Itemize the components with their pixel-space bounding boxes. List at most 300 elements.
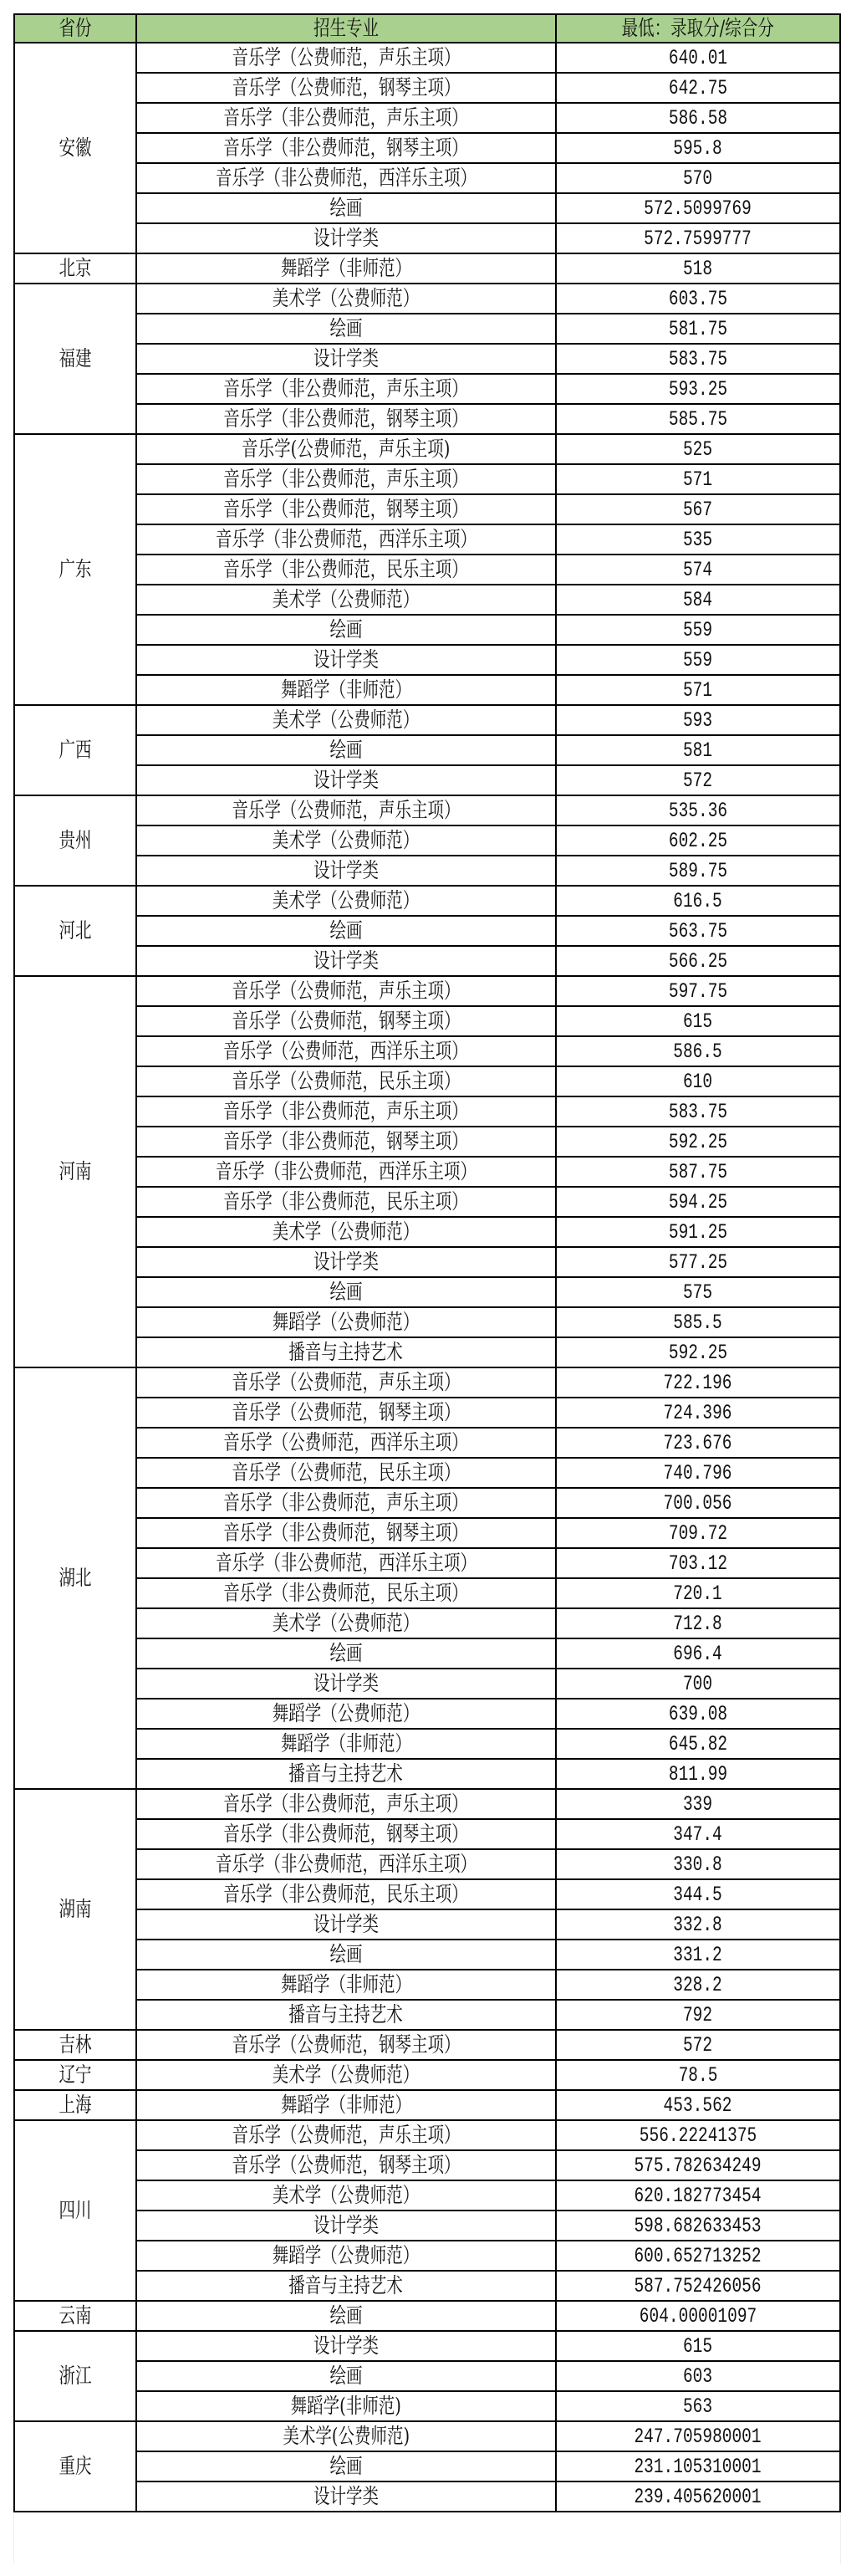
min-score: 581.75 [668,317,728,341]
score-cell [556,1217,840,1247]
major-cell [136,2481,556,2512]
table-row [14,494,840,524]
header-province-label: 省份 [59,16,92,40]
major-name: 设计学类 [313,647,379,672]
major-name: 音乐学（公费师范，声乐主项） [232,2123,461,2147]
table-row [14,705,840,735]
major-cell [136,675,556,705]
min-score: 583.75 [668,1100,728,1124]
score-cell [556,1488,840,1518]
score-cell [556,1096,840,1127]
province-name: 云南 [59,2303,92,2328]
table-row [14,253,840,284]
major-cell [136,1578,556,1608]
score-cell [556,1337,840,1367]
score-cell [556,886,840,916]
score-cell [556,1970,840,2000]
min-score: 610 [683,1070,713,1094]
min-score: 583.75 [668,347,728,371]
major-name: 音乐学（非公费师范，钢琴主项） [223,497,469,521]
major-cell [136,585,556,615]
score-cell [556,2241,840,2271]
major-name: 设计学类 [313,1671,379,1695]
min-score: 344.5 [673,1883,723,1907]
table-row [14,103,840,133]
province-name: 四川 [59,2198,92,2222]
score-cell [556,735,840,765]
score-cell [556,103,840,133]
major-cell [136,1187,556,1217]
major-cell [136,2301,556,2331]
score-cell [556,223,840,253]
major-cell [136,2150,556,2180]
score-cell [556,705,840,735]
score-cell [556,524,840,555]
table-row [14,2451,840,2481]
province-cell [14,886,136,976]
score-cell [556,1006,840,1036]
score-cell [556,1458,840,1488]
major-name: 播音与主持艺术 [288,2273,404,2297]
major-name: 音乐学（非公费师范，民乐主项） [223,557,469,581]
major-name: 音乐学（公费师范，钢琴主项） [232,2032,461,2057]
min-score: 339 [683,1792,713,1817]
major-name: 舞蹈学（公费师范） [273,1310,420,1334]
table-row [14,344,840,374]
min-score: 572 [683,769,713,793]
min-score: 615 [683,1009,713,1034]
min-score: 563 [683,2395,713,2419]
major-cell [136,1428,556,1458]
province-cell [14,1789,136,2030]
major-cell [136,1488,556,1518]
major-cell [136,615,556,645]
min-score: 518 [683,257,713,281]
major-cell [136,1247,556,1277]
major-cell [136,1367,556,1398]
major-cell [136,735,556,765]
min-score: 535 [683,528,713,552]
province-cell [14,284,136,434]
major-name: 绘画 [329,918,363,943]
min-score: 722.196 [664,1371,732,1395]
table-row [14,1247,840,1277]
major-name: 播音与主持艺术 [288,1340,404,1364]
major-cell [136,2211,556,2241]
major-name: 音乐学（公费师范，声乐主项） [232,45,461,69]
table-row [14,1879,840,1909]
table-row [14,1940,840,1970]
score-cell [556,2060,840,2090]
table-row [14,1819,840,1849]
score-cell [556,2120,840,2150]
min-score: 720.1 [673,1582,723,1606]
major-name: 音乐学（公费师范，声乐主项） [232,1370,461,1394]
min-score: 575.782634249 [634,2154,762,2178]
table-row [14,1548,840,1578]
table-row [14,1217,840,1247]
min-score: 453.562 [664,2093,732,2118]
major-name: 音乐学（非公费师范，声乐主项） [223,376,469,401]
min-score: 577.25 [668,1250,728,1275]
table-row [14,2421,840,2451]
province-cell [14,976,136,1367]
province-cell [14,2421,136,2512]
province-cell [14,1367,136,1789]
table-row [14,916,840,946]
major-cell [136,73,556,103]
table-row [14,2060,840,2090]
score-cell [556,1578,840,1608]
major-name: 绘画 [329,2303,363,2328]
province-cell [14,795,136,886]
min-score: 595.8 [673,136,723,161]
major-name: 音乐学（非公费师范，钢琴主项） [223,1521,469,1545]
min-score: 639.08 [668,1702,728,1726]
table-row [14,1096,840,1127]
major-name: 绘画 [329,1280,363,1304]
major-cell [136,2361,556,2391]
major-name: 绘画 [329,2454,363,2478]
major-cell [136,916,556,946]
score-cell [556,434,840,464]
min-score: 592.25 [668,1341,728,1365]
min-score: 347.4 [673,1822,723,1847]
major-name: 音乐学（非公费师范，声乐主项） [223,105,469,130]
major-cell [136,555,556,585]
major-cell [136,1337,556,1367]
score-cell [556,2361,840,2391]
min-score: 231.105310001 [634,2455,762,2479]
major-name: 美术学（公费师范） [273,1611,420,1635]
admission-score-table [13,13,841,2512]
province-name: 重庆 [59,2454,92,2478]
table-row [14,1909,840,1940]
min-score: 700 [683,1672,713,1696]
major-cell [136,1307,556,1337]
table-row [14,1789,840,1819]
major-cell [136,2120,556,2150]
major-cell [136,314,556,344]
table-row [14,976,840,1006]
table-row [14,1458,840,1488]
major-cell [136,1819,556,1849]
major-name: 音乐学（公费师范，钢琴主项） [232,75,461,100]
min-score: 603 [683,2364,713,2389]
min-score: 723.676 [664,1431,732,1455]
score-cell [556,1548,840,1578]
major-cell [136,2271,556,2301]
major-name: 音乐学（非公费师范，西洋乐主项） [215,166,477,190]
min-score: 640.01 [668,46,728,70]
major-cell [136,795,556,825]
min-score: 616.5 [673,889,723,913]
score-cell [556,344,840,374]
province-cell [14,2090,136,2120]
table-row [14,795,840,825]
major-name: 音乐学（公费师范，钢琴主项） [232,1400,461,1424]
score-cell [556,765,840,795]
table-row [14,374,840,404]
major-name: 音乐学（公费师范，民乐主项） [232,1460,461,1485]
major-cell [136,404,556,434]
major-name: 播音与主持艺术 [288,1761,404,1786]
major-cell [136,1909,556,1940]
province-name: 安徽 [59,135,92,160]
score-cell [556,2030,840,2060]
min-score: 574 [683,558,713,582]
major-name: 绘画 [329,1942,363,1966]
score-cell [556,1729,840,1759]
major-cell [136,1699,556,1729]
table-row [14,1699,840,1729]
table-row [14,2030,840,2060]
min-score: 700.056 [664,1491,732,1515]
admission-score-table-container [13,13,841,2512]
major-name: 美术学（公费师范） [273,2062,420,2087]
major-cell [136,1006,556,1036]
major-cell [136,1157,556,1187]
min-score: 586.58 [668,106,728,130]
province-name: 河北 [59,918,92,943]
major-cell [136,2180,556,2211]
major-cell [136,765,556,795]
major-cell [136,1398,556,1428]
score-cell [556,1819,840,1849]
major-cell [136,705,556,735]
score-cell [556,1518,840,1548]
table-row [14,886,840,916]
major-cell [136,1066,556,1096]
score-cell [556,2301,840,2331]
major-cell [136,886,556,916]
major-name: 设计学类 [313,1250,379,1274]
table-row [14,2361,840,2391]
min-score: 331.2 [673,1943,723,1967]
table-row [14,1578,840,1608]
table-row [14,1066,840,1096]
page-bottom-margin [13,2514,841,2564]
major-cell [136,2060,556,2090]
score-cell [556,615,840,645]
major-name: 设计学类 [313,346,379,371]
score-cell [556,856,840,886]
table-row [14,404,840,434]
min-score: 600.652713252 [634,2244,762,2268]
min-score: 597.75 [668,979,728,1004]
province-name: 河南 [59,1159,92,1183]
major-name: 音乐学（公费师范，钢琴主项） [232,1009,461,1033]
table-row [14,1337,840,1367]
province-name: 浙江 [59,2364,92,2388]
header-province [14,14,136,43]
score-cell [556,2271,840,2301]
table-row [14,1307,840,1337]
min-score: 586.5 [673,1040,723,1064]
table-row [14,1488,840,1518]
major-cell [136,374,556,404]
min-score: 594.25 [668,1190,728,1214]
min-score: 811.99 [668,1762,728,1786]
table-row [14,2331,840,2361]
major-cell [136,645,556,675]
min-score: 239.405620001 [634,2485,762,2509]
province-name: 吉林 [59,2032,92,2057]
score-cell [556,193,840,223]
major-cell [136,2451,556,2481]
table-row [14,1006,840,1036]
major-cell [136,464,556,494]
score-cell [556,133,840,163]
table-row [14,2150,840,2180]
score-cell [556,163,840,193]
province-name: 湖北 [59,1566,92,1590]
score-cell [556,675,840,705]
table-row [14,1849,840,1879]
major-cell [136,2331,556,2361]
province-name: 北京 [59,256,92,280]
min-score: 709.72 [668,1521,728,1546]
major-name: 音乐学（非公费师范，西洋乐主项） [215,1551,477,1575]
major-name: 音乐学（公费师范，民乐主项） [232,1069,461,1093]
min-score: 740.796 [664,1461,732,1485]
major-name: 绘画 [329,316,363,340]
major-cell [136,1970,556,2000]
major-name: 舞蹈学（公费师范） [273,1701,420,1725]
major-name: 舞蹈学(非师范) [290,2394,402,2418]
major-name: 音乐学（非公费师范，西洋乐主项） [215,527,477,551]
score-cell [556,1277,840,1307]
major-cell [136,825,556,856]
table-row [14,645,840,675]
score-cell [556,314,840,344]
major-cell [136,1759,556,1789]
table-row [14,1367,840,1398]
table-row [14,43,840,73]
province-cell [14,2060,136,2090]
min-score: 603.75 [668,287,728,311]
score-cell [556,73,840,103]
major-name: 音乐学（非公费师范，西洋乐主项） [215,1852,477,1876]
major-name: 设计学类 [313,2213,379,2237]
score-cell [556,2421,840,2451]
major-cell [136,2090,556,2120]
score-cell [556,795,840,825]
score-cell [556,374,840,404]
major-cell [136,163,556,193]
score-cell [556,2180,840,2211]
table-row [14,2090,840,2120]
major-name: 音乐学（非公费师范，民乐主项） [223,1581,469,1605]
min-score: 247.705980001 [634,2425,762,2449]
major-name: 美术学(公费师范) [283,2424,410,2448]
province-name: 贵州 [59,828,92,852]
score-cell [556,1608,840,1638]
min-score: 575 [683,1280,713,1305]
major-name: 绘画 [329,1641,363,1665]
table-header-row [14,14,840,43]
table-row [14,735,840,765]
table-row [14,1518,840,1548]
table-row [14,314,840,344]
score-cell [556,1187,840,1217]
table-row [14,555,840,585]
major-name: 音乐学（非公费师范，钢琴主项） [223,406,469,431]
major-cell [136,1879,556,1909]
min-score: 593 [683,708,713,733]
score-cell [556,2000,840,2030]
major-name: 舞蹈学（非师范） [280,677,411,702]
province-name: 上海 [59,2093,92,2117]
table-row [14,2391,840,2421]
major-cell [136,434,556,464]
table-row [14,1036,840,1066]
score-cell [556,1879,840,1909]
province-cell [14,705,136,795]
province-cell [14,2030,136,2060]
min-score: 587.752426056 [634,2274,762,2298]
major-name: 舞蹈学（非师范） [280,1731,411,1756]
major-cell [136,976,556,1006]
major-name: 美术学（公费师范） [273,828,420,852]
major-name: 舞蹈学（非师范） [280,2093,411,2117]
min-score: 563.75 [668,919,728,943]
major-name: 音乐学（非公费师范，钢琴主项） [223,1129,469,1153]
major-name: 设计学类 [313,948,379,973]
major-cell [136,1127,556,1157]
table-row [14,1157,840,1187]
table-row [14,2271,840,2301]
major-name: 美术学（公费师范） [273,1219,420,1244]
major-name: 美术学（公费师范） [273,286,420,310]
major-cell [136,103,556,133]
min-score: 559 [683,648,713,672]
score-cell [556,2150,840,2180]
table-row [14,73,840,103]
min-score: 330.8 [673,1853,723,1877]
min-score: 602.25 [668,829,728,853]
score-cell [556,2211,840,2241]
major-cell [136,193,556,223]
score-cell [556,1699,840,1729]
score-cell [556,1127,840,1157]
major-name: 美术学（公费师范） [273,587,420,611]
major-cell [136,524,556,555]
major-name: 音乐学（非公费师范，声乐主项） [223,1791,469,1816]
min-score: 332.8 [673,1913,723,1937]
score-cell [556,1789,840,1819]
min-score: 584 [683,588,713,612]
table-row [14,585,840,615]
min-score: 642.75 [668,76,728,100]
min-score: 525 [683,437,713,462]
table-row [14,223,840,253]
major-name: 音乐学（公费师范，声乐主项） [232,979,461,1003]
major-cell [136,344,556,374]
major-cell [136,1608,556,1638]
major-name: 音乐学（非公费师范，钢琴主项） [223,1822,469,1846]
score-cell [556,1669,840,1699]
province-cell [14,434,136,705]
province-name: 湖南 [59,1897,92,1921]
min-score: 703.12 [668,1551,728,1576]
score-cell [556,494,840,524]
major-name: 美术学（公费师范） [273,2183,420,2207]
major-cell [136,1548,556,1578]
major-name: 设计学类 [313,2333,379,2358]
major-name: 音乐学（公费师范，钢琴主项） [232,2153,461,2177]
major-name: 设计学类 [313,1912,379,1936]
